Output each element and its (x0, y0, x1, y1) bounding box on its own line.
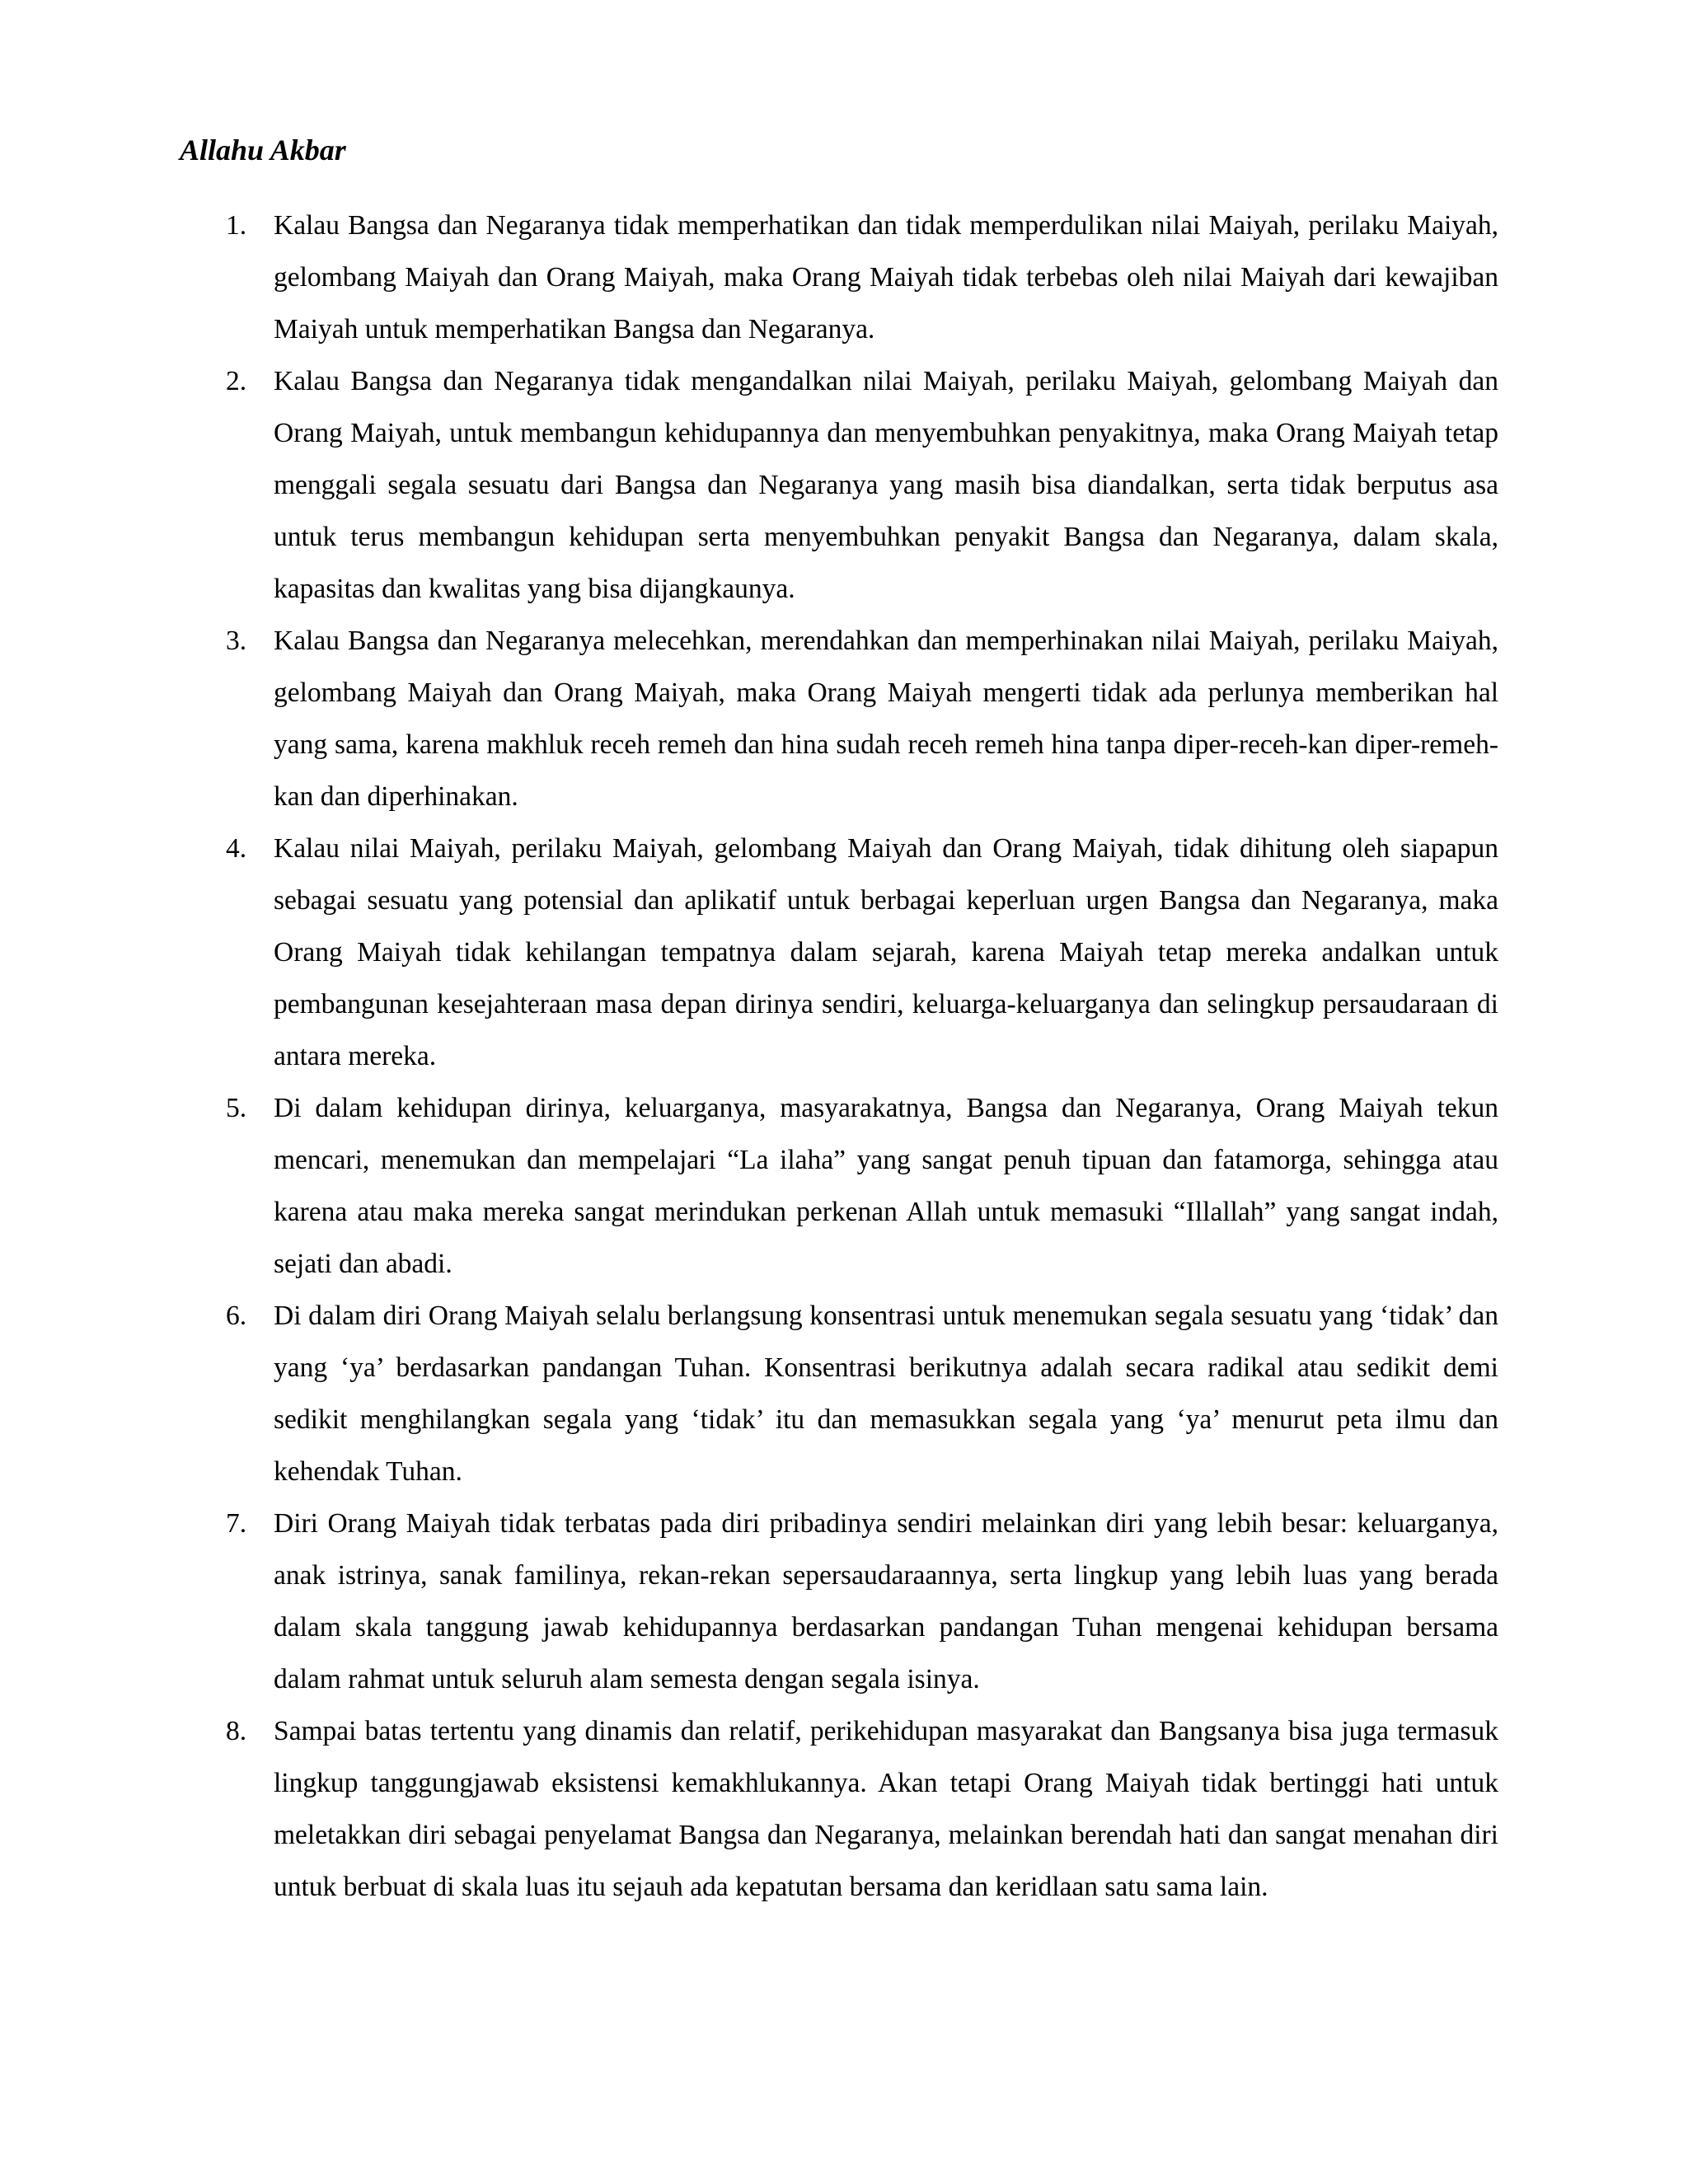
list-item-number: 4. (226, 833, 247, 864)
list-item (180, 199, 1498, 355)
list-item-number: 1. (226, 210, 247, 241)
list-item (180, 615, 1498, 823)
list-item-number: 5. (226, 1093, 247, 1123)
list-item-number: 6. (226, 1301, 247, 1331)
list-item-text: Kalau Bangsa dan Negaranya tidak mengandalkan nilai Maiyah, perilaku Maiyah, gelombang Maiyah dan Orang Maiyah, untuk membangun kehidupannya dan menyembuhkan penyakitnya, maka Orang Maiyah tetap menggali segala sesuatu dari Bangsa dan Negaranya yang masih bisa diandalkan, serta tidak berputus asa untuk terus membangun kehidupan serta menyembuhkan penyakit Bangsa dan Negaranya, dalam skala, kapasitas dan kwalitas yang bisa dijangkaunya. (274, 366, 1498, 604)
list-item (180, 1497, 1498, 1705)
document-title: Allahu Akbar (180, 134, 346, 166)
list-item-text: Kalau Bangsa dan Negaranya melecehkan, merendahkan dan memperhinakan nilai Maiyah, perilaku Maiyah, gelombang Maiyah dan Orang Maiyah, maka Orang Maiyah mengerti tidak ada perlunya memberikan hal yang sama, karena makhluk receh remeh dan hina sudah receh remeh hina tanpa diper-receh-kan diper-remeh-kan dan diperhinakan. (274, 626, 1498, 812)
list-item-text: Sampai batas tertentu yang dinamis dan relatif, perikehidupan masyarakat dan Bangsanya bisa juga termasuk lingkup tanggungjawab eksistensi kemakhlukannya. Akan tetapi Orang Maiyah tidak bertinggi hati untuk meletakkan diri sebagai penyelamat Bangsa dan Negaranya, melainkan berendah hati dan sangat menahan diri untuk berbuat di skala luas itu sejauh ada kepatutan bersama dan keridlaan satu sama lain. (274, 1716, 1498, 1902)
document-page (180, 132, 1498, 1913)
list-item-number: 8. (226, 1716, 247, 1746)
numbered-list (180, 199, 1498, 1913)
list-item (180, 1705, 1498, 1913)
list-item-text: Di dalam diri Orang Maiyah selalu berlangsung konsentrasi untuk menemukan segala sesuatu yang ‘tidak’ dan yang ‘ya’ berdasarkan pandangan Tuhan. Konsentrasi berikutnya adalah secara radikal atau sedikit demi sedikit menghilangkan segala yang ‘tidak’ itu dan memasukkan segala yang ‘ya’ menurut peta ilmu dan kehendak Tuhan. (274, 1301, 1498, 1487)
list-item (180, 355, 1498, 615)
list-item (180, 1082, 1498, 1290)
list-item-text: Kalau Bangsa dan Negaranya tidak memperhatikan dan tidak memperdulikan nilai Maiyah, perilaku Maiyah, gelombang Maiyah dan Orang Maiyah, maka Orang Maiyah tidak terbebas oleh nilai Maiyah dari kewajiban Maiyah untuk memperhatikan Bangsa dan Negaranya. (274, 210, 1498, 344)
list-item-number: 3. (226, 626, 247, 656)
list-item-text: Kalau nilai Maiyah, perilaku Maiyah, gelombang Maiyah dan Orang Maiyah, tidak dihitung oleh siapapun sebagai sesuatu yang potensial dan aplikatif untuk berbagai keperluan urgen Bangsa dan Negaranya, maka Orang Maiyah tidak kehilangan tempatnya dalam sejarah, karena Maiyah tetap mereka andalkan untuk pembangunan kesejahteraan masa depan dirinya sendiri, keluarga-keluarganya dan selingkup persaudaraan di antara mereka. (274, 833, 1498, 1071)
list-item-text: Diri Orang Maiyah tidak terbatas pada diri pribadinya sendiri melainkan diri yang lebih besar: keluarganya, anak istrinya, sanak familinya, rekan-rekan sepersaudaraannya, serta lingkup yang lebih luas yang berada dalam skala tanggung jawab kehidupannya berdasarkan pandangan Tuhan mengenai kehidupan bersama dalam rahmat untuk seluruh alam semesta dengan segala isinya. (274, 1508, 1498, 1694)
list-item-number: 2. (226, 366, 247, 396)
list-item-number: 7. (226, 1508, 247, 1539)
list-item (180, 823, 1498, 1082)
list-item-text: Di dalam kehidupan dirinya, keluarganya, masyarakatnya, Bangsa dan Negaranya, Orang Maiyah tekun mencari, menemukan dan mempelajari “La ilaha” yang sangat penuh tipuan dan fatamorga, sehingga atau karena atau maka mereka sangat merindukan perkenan Allah untuk memasuki “Illallah” yang sangat indah, sejati dan abadi. (274, 1093, 1498, 1279)
list-item (180, 1290, 1498, 1497)
